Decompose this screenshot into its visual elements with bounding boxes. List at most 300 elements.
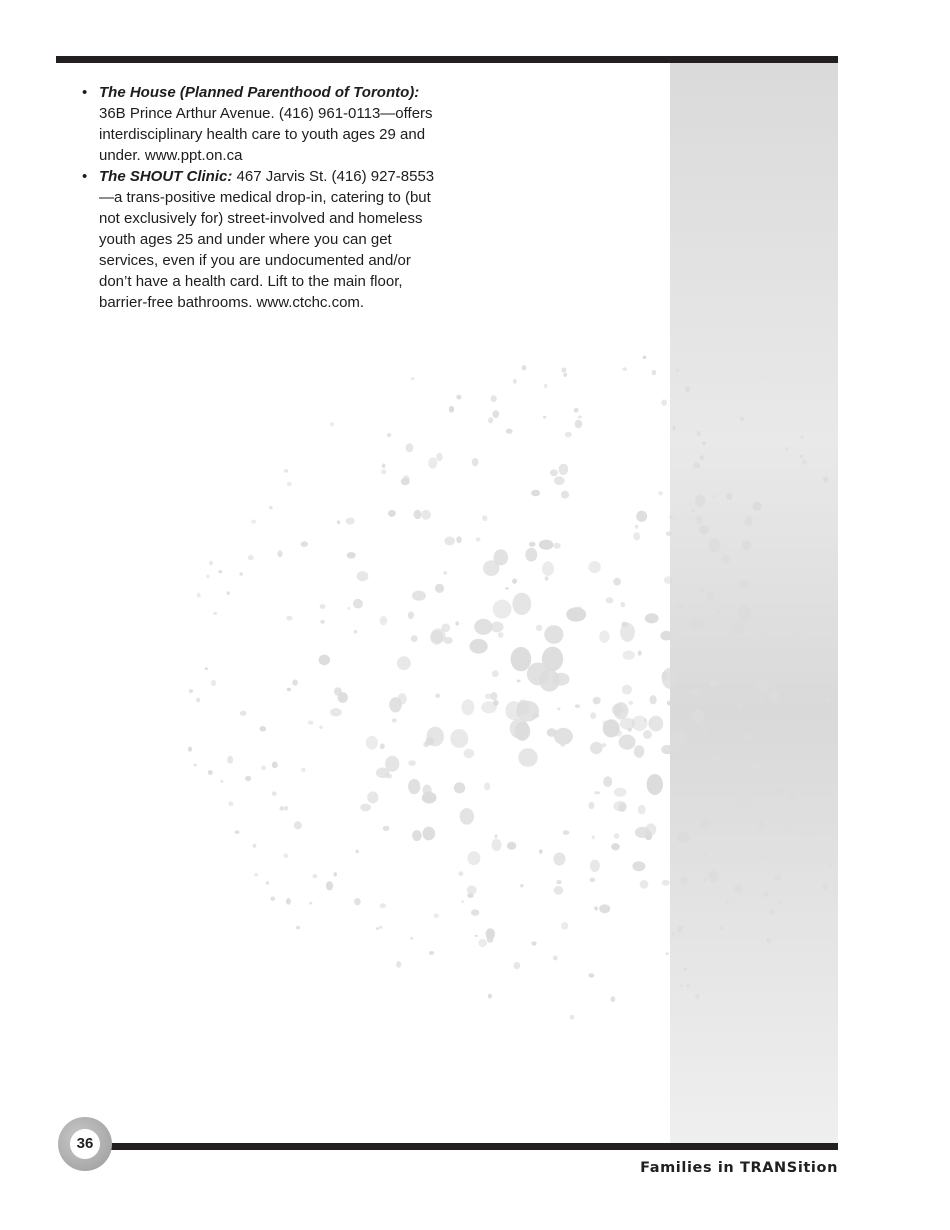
resource-list (80, 82, 440, 313)
splatter-drop (544, 384, 548, 389)
splatter-drop (411, 377, 415, 380)
splatter-drop (484, 782, 490, 790)
splatter-drop (491, 395, 497, 402)
splatter-drop (414, 510, 422, 519)
splatter-drop (261, 765, 266, 770)
splatter-drop (239, 572, 242, 576)
splatter-drop (319, 726, 323, 729)
splatter-drop (380, 616, 388, 625)
splatter-drop (700, 820, 710, 828)
splatter-drop (588, 802, 594, 809)
splatter-drop (520, 884, 523, 887)
splatter-drop (189, 689, 193, 693)
splatter-drop (700, 588, 705, 593)
splatter-drop (506, 429, 513, 434)
splatter-drop (623, 650, 635, 660)
splatter-drop (383, 826, 390, 831)
splatter-drop (589, 878, 595, 882)
splatter-drop (713, 755, 725, 769)
splatter-drop (772, 692, 779, 698)
splatter-drop (360, 804, 371, 812)
splatter-drop (319, 655, 331, 666)
splatter-drop (622, 685, 632, 695)
splatter-drop (428, 457, 437, 468)
splatter-drop (575, 704, 580, 708)
splatter-drop (599, 904, 610, 913)
splatter-drop (475, 935, 478, 937)
splatter-drop (708, 538, 720, 552)
splatter-drop (398, 693, 407, 704)
splatter-drop (690, 688, 699, 695)
splatter-drop (603, 776, 612, 787)
splatter-drop (525, 548, 537, 562)
splatter-drop (431, 628, 446, 643)
splatter-drop (611, 996, 616, 1002)
splatter-drop (411, 635, 418, 642)
splatter-drop (669, 515, 673, 519)
splatter-drop (487, 936, 494, 943)
splatter-drop (387, 433, 391, 437)
splatter-drop (757, 680, 768, 693)
splatter-drop (553, 543, 560, 549)
splatter-drop (554, 728, 573, 745)
splatter-drop (449, 406, 454, 413)
splatter-drop (661, 745, 674, 754)
splatter-drop (522, 365, 527, 370)
splatter-drop (396, 961, 401, 967)
splatter-drop (376, 768, 390, 779)
splatter-drop (802, 460, 808, 465)
splatter-drop (208, 770, 213, 775)
splatter-drop (381, 469, 386, 474)
splatter-drop (397, 656, 411, 670)
splatter-drop (674, 655, 687, 667)
splatter-drop (272, 791, 277, 796)
splatter-drop (482, 515, 487, 521)
splatter-drop (677, 832, 691, 843)
splatter-drop (590, 860, 600, 872)
list-item-the-house (80, 82, 440, 166)
splatter-drop (636, 511, 647, 522)
entry-body: 36B Prince Arthur Avenue. (416) 961-0113—offers interdisciplinary health care to youth ages 29 and under. www.ppt.on.ca (99, 105, 433, 164)
splatter-drop (476, 537, 481, 541)
splatter-drop (266, 881, 269, 884)
splatter-drop (740, 417, 744, 422)
splatter-drop (227, 591, 230, 595)
splatter-drop (758, 697, 762, 702)
splatter-drop (764, 892, 770, 896)
splatter-drop (599, 630, 609, 643)
splatter-drop (245, 776, 251, 781)
splatter-drop (645, 831, 652, 840)
splatter-drop (823, 477, 828, 483)
splatter-drop (770, 910, 775, 915)
splatter-drop (488, 994, 492, 999)
splatter-drop (283, 853, 288, 858)
splatter-drop (454, 782, 465, 793)
splatter-drop (552, 673, 569, 686)
splatter-drop (828, 863, 831, 866)
splatter-drop (722, 665, 731, 675)
splatter-drop (722, 554, 730, 563)
splatter-drop (575, 420, 583, 428)
splatter-drop (720, 927, 723, 930)
splatter-drop (614, 730, 622, 736)
splatter-drop (739, 580, 750, 588)
splatter-drop (801, 435, 804, 439)
splatter-drop (495, 834, 498, 838)
splatter-drop (213, 612, 217, 615)
splatter-drop (279, 806, 284, 810)
splatter-drop (737, 703, 743, 710)
splatter-drop (456, 536, 461, 543)
splatter-drop (408, 612, 414, 620)
bottom-rule (100, 1143, 838, 1150)
splatter-drop (632, 861, 645, 871)
splatter-drop (628, 701, 633, 705)
splatter-drop (301, 541, 309, 547)
splatter-drop (645, 613, 659, 623)
splatter-drop (320, 620, 324, 624)
splatter-drop (513, 379, 517, 384)
splatter-drop (196, 698, 200, 703)
splatter-drop (356, 850, 359, 853)
splatter-drop (511, 647, 532, 671)
splatter-drop (776, 788, 785, 797)
splatter-drop (333, 872, 337, 876)
splatter-drop (574, 408, 579, 413)
splatter-drop (456, 395, 461, 400)
splatter-drop (354, 630, 358, 633)
splatter-drop (287, 688, 292, 692)
splatter-drop (807, 830, 812, 836)
splatter-drop (206, 575, 210, 579)
splatter-drop (354, 898, 361, 905)
splatter-drop (800, 455, 803, 458)
splatter-drop (638, 650, 642, 655)
splatter-drop (761, 709, 765, 713)
splatter-drop (634, 745, 644, 758)
splatter-drop (691, 709, 705, 723)
entry-title: The SHOUT Clinic: (99, 168, 233, 185)
splatter-drop (680, 984, 683, 987)
splatter-drop (408, 760, 416, 766)
splatter-drop (594, 906, 598, 910)
splatter-drop (254, 873, 258, 876)
splatter-drop (209, 561, 213, 566)
splatter-drop (366, 736, 378, 750)
splatter-drop (517, 680, 521, 683)
splatter-drop (553, 852, 565, 865)
splatter-drop (531, 490, 540, 497)
splatter-drop (601, 743, 606, 747)
splatter-drop (823, 884, 828, 889)
splatter-drop (498, 632, 504, 638)
splatter-drop (556, 880, 562, 884)
splatter-drop (554, 476, 565, 485)
splatter-drop (738, 605, 751, 621)
splatter-drop (708, 870, 718, 882)
splatter-drop (758, 820, 765, 830)
splatter-drop (313, 874, 318, 878)
splatter-drop (633, 532, 640, 540)
splatter-drop (469, 639, 487, 654)
splatter-drop (695, 994, 700, 999)
splatter-drop (481, 701, 497, 713)
splatter-drop (559, 464, 569, 475)
splatter-drop (512, 593, 531, 615)
splatter-drop (742, 540, 751, 550)
splatter-drop (474, 619, 492, 635)
splatter-drop (784, 822, 792, 832)
splatter-drop (435, 694, 440, 698)
splatter-drop (570, 1015, 574, 1020)
bullet-icon: • (82, 84, 88, 101)
splatter-drop (715, 609, 720, 613)
splatter-drop (704, 767, 716, 777)
splatter-drop (774, 874, 781, 881)
splatter-drop (406, 443, 414, 452)
splatter-drop (680, 877, 688, 885)
splatter-drop (635, 525, 638, 529)
splatter-drop (606, 597, 614, 603)
splatter-drop (652, 370, 657, 375)
splatter-drop (752, 502, 761, 511)
splatter-drop (588, 561, 600, 573)
entry-title: The House (Planned Parenthood of Toronto): (99, 84, 420, 101)
page-number-badge (58, 1117, 112, 1171)
splatter-drop (392, 718, 397, 722)
splatter-drop (640, 880, 649, 889)
splatter-drop (661, 399, 667, 405)
splatter-drop (205, 667, 208, 670)
splatter-drop (347, 607, 350, 610)
splatter-drop (662, 880, 670, 886)
splatter-drop (435, 584, 444, 593)
splatter-drop (464, 749, 475, 758)
splatter-drop (638, 805, 646, 815)
splatter-drop (693, 463, 700, 468)
splatter-drop (308, 721, 314, 725)
splatter-drop (563, 830, 570, 835)
splatter-drop (672, 426, 675, 430)
splatter-drop (367, 791, 378, 803)
splatter-drop (296, 926, 300, 930)
splatter-drop (505, 587, 509, 590)
splatter-drop (471, 909, 479, 915)
splatter-drop (382, 463, 386, 468)
splatter-drop (660, 631, 672, 641)
splatter-drop (485, 694, 491, 700)
splatter-drop (379, 926, 383, 929)
splatter-drop (197, 593, 201, 598)
splatter-drop (286, 616, 292, 621)
splatter-drop (713, 495, 716, 498)
splatter-drop (380, 903, 386, 908)
splatter-drop (766, 938, 771, 943)
splatter-drop (287, 482, 292, 486)
splatter-drop (611, 843, 620, 850)
splatter-drop (346, 518, 355, 525)
splatter-drop (554, 886, 564, 895)
splatter-drop (678, 926, 684, 931)
splatter-drop (450, 729, 468, 748)
list-item-shout-clinic (80, 166, 440, 313)
splatter-drop (533, 713, 539, 718)
splatter-drop (650, 695, 657, 704)
splatter-drop (563, 373, 567, 377)
splatter-drop (643, 356, 647, 359)
splatter-drop (251, 520, 256, 524)
splatter-drop (778, 900, 782, 905)
resource-list-section (80, 82, 440, 313)
splatter-drop (272, 762, 278, 769)
splatter-drop (553, 956, 558, 961)
splatter-drop (648, 716, 663, 732)
splatter-drop (507, 842, 516, 850)
splatter-drop (269, 506, 273, 509)
splatter-drop (700, 455, 704, 460)
splatter-drop (750, 762, 759, 771)
splatter-drop (253, 844, 257, 848)
splatter-drop (434, 913, 439, 918)
splatter-drop (410, 937, 413, 939)
splatter-drop (666, 952, 669, 955)
splatter-drop (492, 670, 499, 677)
splatter-drop (460, 808, 474, 825)
splatter-drop (436, 453, 443, 462)
splatter-drop (536, 625, 542, 631)
splatter-drop (337, 520, 340, 524)
splatter-drop (706, 592, 714, 601)
splatter-drop (338, 692, 348, 703)
splatter-drop (326, 881, 333, 890)
bullet-icon: • (82, 168, 88, 185)
splatter-drop (527, 662, 550, 685)
splatter-drop (483, 560, 499, 576)
splatter-drop (701, 725, 707, 732)
splatter-drop (735, 662, 744, 669)
splatter-drop (699, 525, 709, 534)
splatter-drop (531, 941, 536, 945)
splatter-drop (695, 516, 702, 524)
splatter-drop (561, 368, 566, 373)
splatter-drop (542, 561, 554, 576)
splatter-drop (512, 579, 517, 584)
splatter-drop (330, 708, 342, 716)
splatter-drop (578, 416, 582, 419)
splatter-drop (731, 762, 744, 772)
splatter-drop (478, 939, 487, 947)
splatter-drop (594, 791, 599, 795)
splatter-drop (588, 973, 594, 977)
splatter-drop (491, 839, 501, 851)
splatter-drop (421, 510, 431, 520)
splatter-drop (622, 367, 627, 371)
splatter-drop (443, 571, 447, 575)
splatter-drop (620, 602, 625, 607)
splatter-drop (647, 774, 663, 795)
splatter-drop (277, 550, 282, 557)
splatter-drop (590, 712, 596, 719)
splatter-drop (490, 692, 497, 700)
splatter-drop (347, 552, 356, 559)
splatter-drop (472, 458, 479, 466)
splatter-drop (423, 827, 436, 841)
splatter-drop (429, 951, 434, 955)
splatter-drop (677, 604, 683, 610)
splatter-drop (286, 898, 291, 905)
splatter-drop (557, 708, 560, 711)
splatter-drop (666, 531, 672, 536)
splatter-drop (821, 622, 826, 627)
splatter-drop (228, 801, 233, 806)
splatter-drop (260, 726, 267, 732)
splatter-drop (220, 780, 223, 783)
splatter-drop (561, 922, 568, 930)
splatter-drop (467, 885, 477, 894)
splatter-drop (745, 708, 749, 712)
splatter-drop (676, 369, 680, 372)
splatter-drop (211, 680, 216, 686)
splatter-drop (602, 721, 608, 726)
entry-body: 467 Jarvis St. (416) 927-8553—a trans-positive medical drop-in, catering to (but not exclusively for) street-involved and homeless youth ages 25 and under where you can get services, even if you are undocumented and/or don’t have a health card. Lift to the main floor, barrier-free bathrooms. www.ctchc.com. (99, 168, 435, 311)
splatter-drop (301, 768, 305, 772)
splatter-drop (248, 555, 254, 560)
splatter-drop (539, 849, 543, 854)
splatter-drop (539, 540, 553, 550)
splatter-drop (235, 830, 240, 834)
splatter-drop (577, 606, 582, 612)
splatter-drop (827, 698, 831, 702)
splatter-drop (353, 599, 363, 609)
splatter-drop (518, 748, 537, 767)
splatter-drop (455, 621, 459, 625)
splatter-drop (561, 491, 569, 499)
splatter-drop (493, 600, 512, 619)
splatter-drop (745, 516, 753, 526)
splatter-drop (240, 711, 247, 716)
splatter-drop (593, 697, 601, 705)
splatter-drop (271, 897, 276, 901)
splatter-drop (492, 410, 499, 418)
splatter-drop (422, 792, 437, 804)
splatter-drop (320, 604, 326, 609)
splatter-drop (758, 626, 765, 635)
splatter-drop (227, 756, 233, 764)
splatter-drop (613, 578, 621, 586)
splatter-drop (490, 622, 503, 633)
splatter-drop (292, 680, 298, 686)
splatter-drop (703, 852, 706, 856)
splatter-drop (194, 764, 197, 767)
splatter-drop (683, 967, 688, 971)
splatter-drop (662, 668, 679, 689)
splatter-drop (284, 469, 288, 472)
splatter-drop (685, 386, 690, 392)
splatter-drop (761, 657, 767, 664)
splatter-drop (695, 495, 705, 508)
splatter-drop (691, 510, 694, 513)
splatter-drop (803, 618, 806, 621)
splatter-drop (785, 447, 788, 451)
splatter-drop (388, 510, 396, 517)
splatter-drop (703, 878, 707, 881)
splatter-drop (702, 805, 707, 809)
splatter-drop (444, 537, 455, 546)
splatter-drop (739, 799, 751, 809)
splatter-drop (726, 901, 729, 904)
